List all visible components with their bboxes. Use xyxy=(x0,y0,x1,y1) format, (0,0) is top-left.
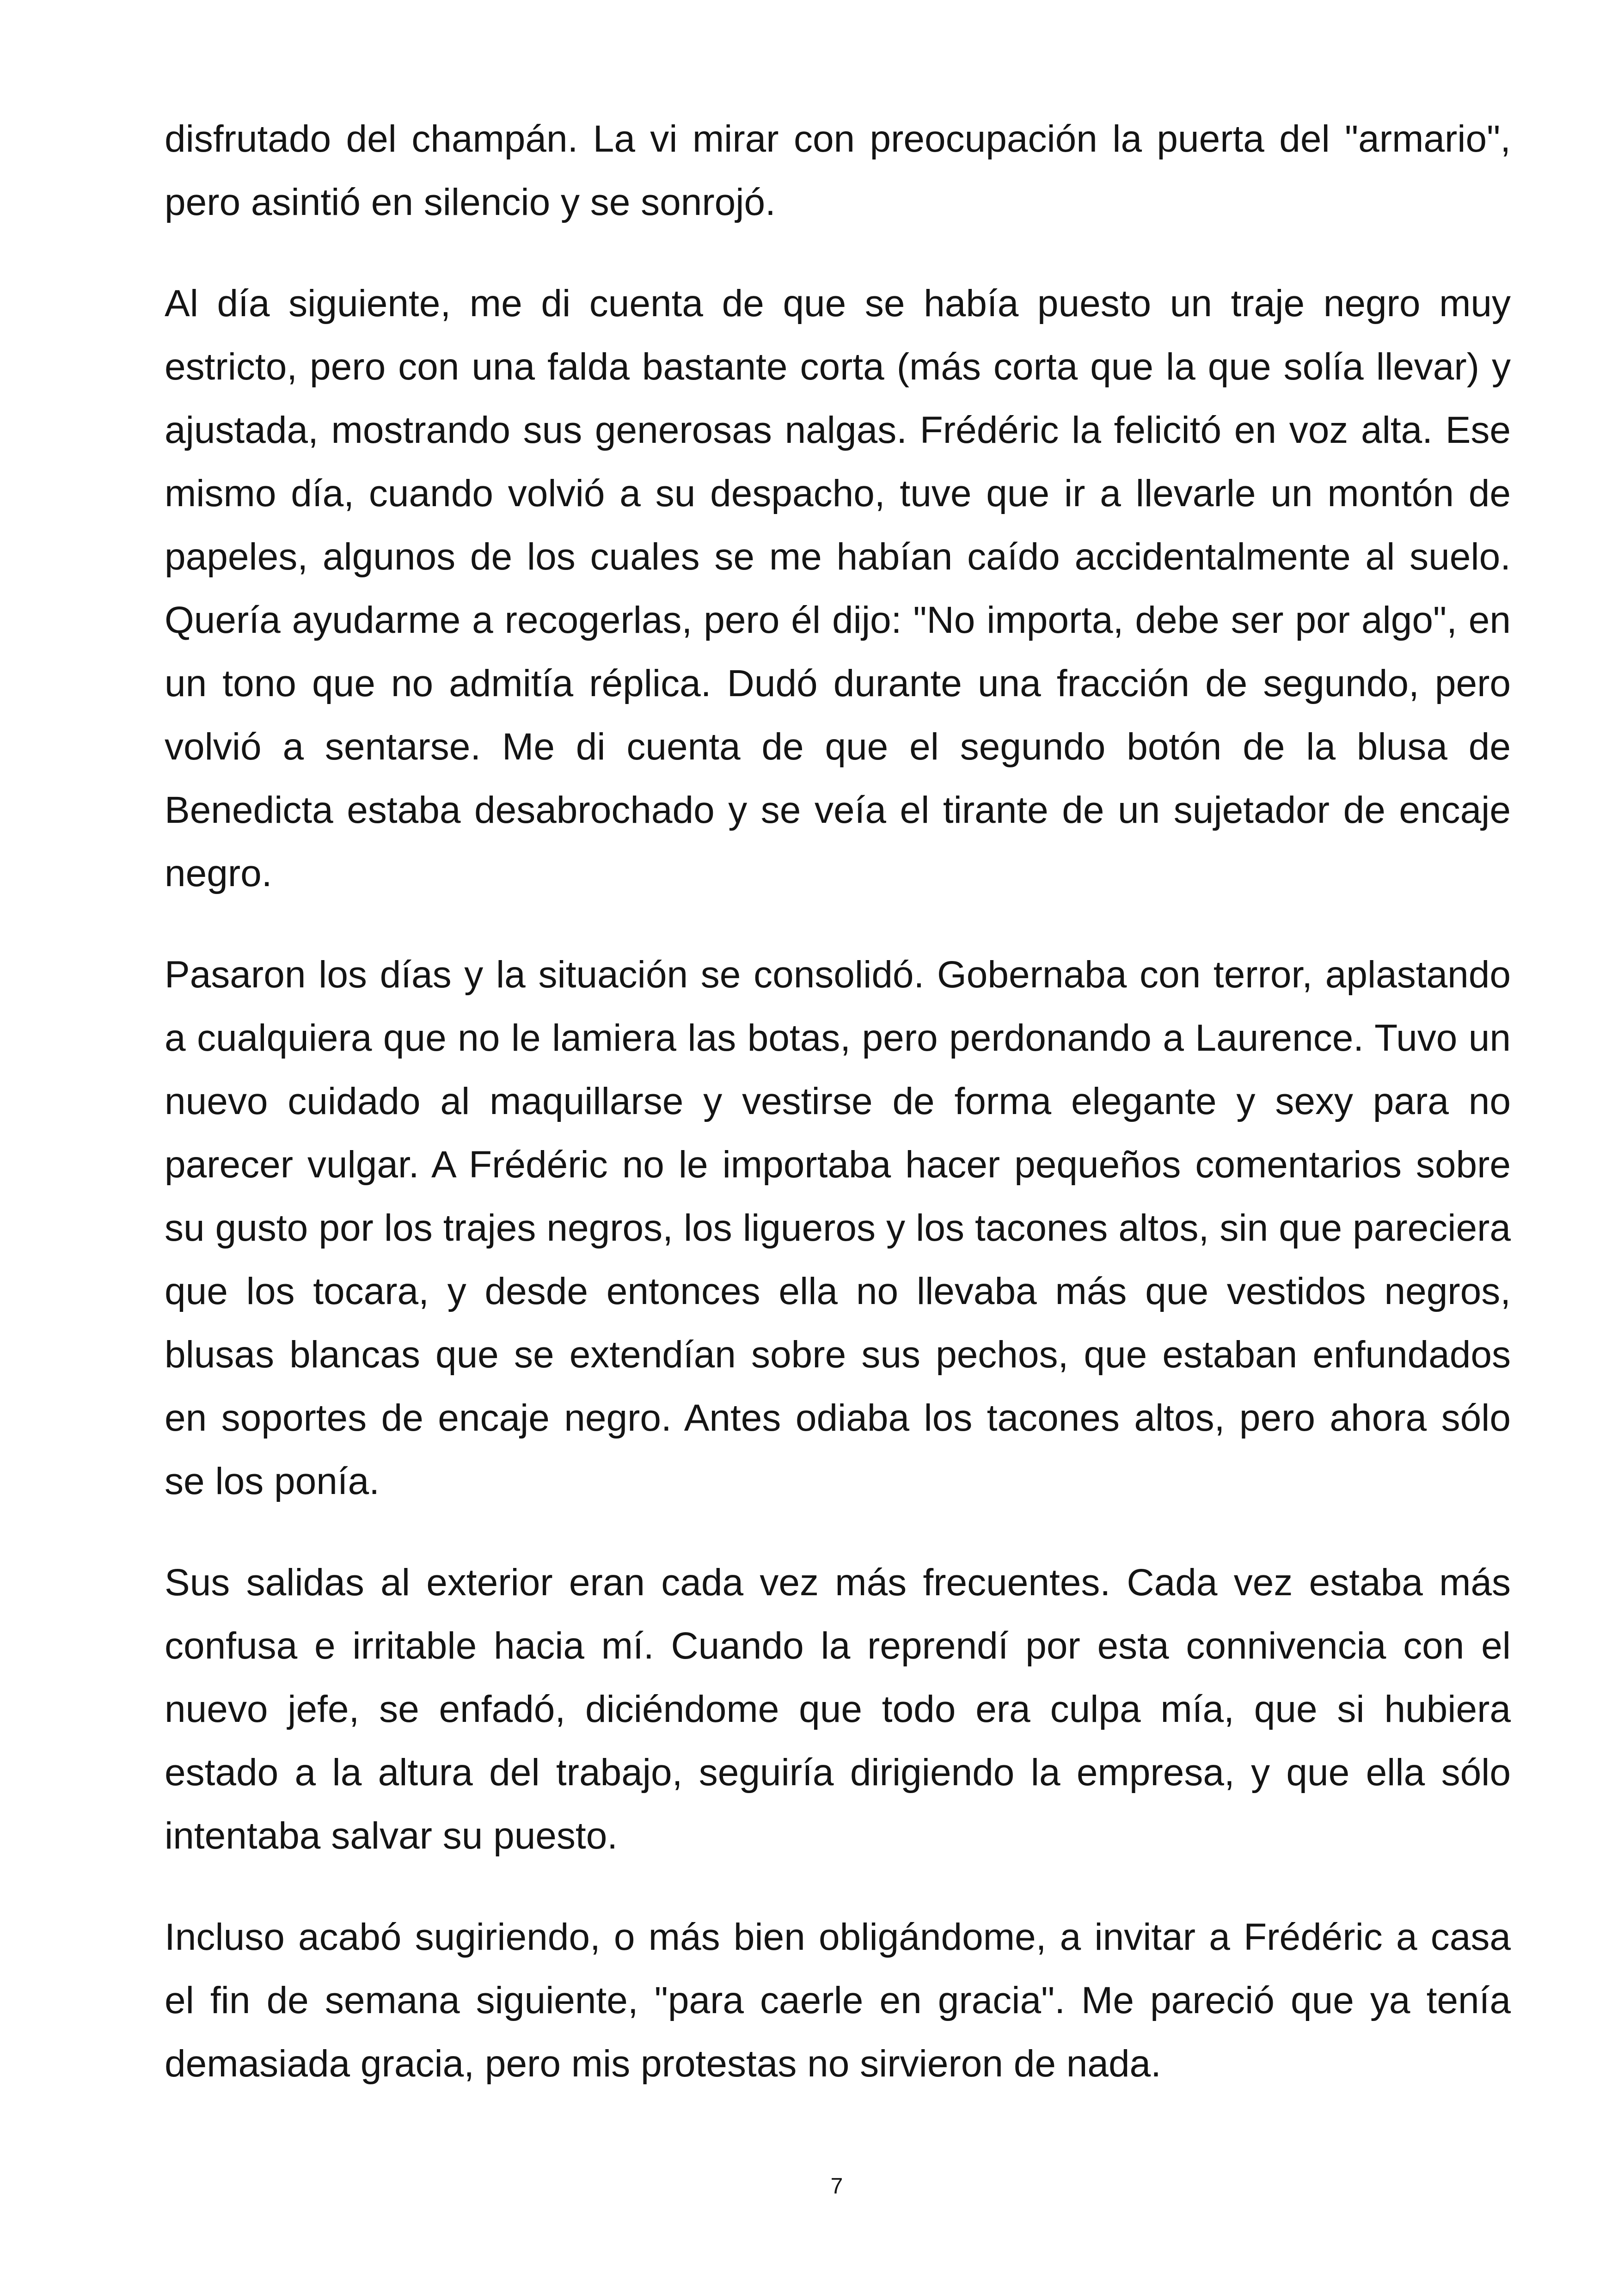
paragraph-2: Al día siguiente, me di cuenta de que se había puesto un traje negro muy estricto, pero con una falda bastante corta (más corta que la que solía llevar) y ajustada, mostrando sus generosas nalgas. Frédéric la felicitó en voz alta. Ese mismo día, cuando volvió a su despacho, tuve que ir a llevarle un montón de papeles, algunos de los cuales se me habían caído accidentalmente al suelo. Quería ayudarme a recogerlas, pero él dijo: "No importa, debe ser por algo", en un tono que no admitía réplica. Dudó durante una fracción de segundo, pero volvió a sentarse. Me di cuenta de que el segundo botón de la blusa de Benedicta estaba desabrochado y se veía el tirante de un sujetador de encaje negro. xyxy=(165,282,1511,894)
page-number: 7 xyxy=(830,2174,843,2198)
paragraph-3: Pasaron los días y la situación se consolidó. Gobernaba con terror, aplastando a cualquiera que no le lamiera las botas, pero perdonando a Laurence. Tuvo un nuevo cuidado al maquillarse y vestirse de forma elegante y sexy para no parecer vulgar. A Frédéric no le importaba hacer pequeños comentarios sobre su gusto por los trajes negros, los ligueros y los tacones altos, sin que pareciera que los tocara, y desde entonces ella no llevaba más que vestidos negros, blusas blancas que se extendían sobre sus pechos, que estaban enfundados en soportes de encaje negro. Antes odiaba los tacones altos, pero ahora sólo se los ponía. xyxy=(165,954,1511,1502)
paragraph-1: disfrutado del champán. La vi mirar con preocupación la puerta del "armario", pero asintió en silencio y se sonrojó. xyxy=(165,118,1511,223)
paragraph-4: Sus salidas al exterior eran cada vez más frecuentes. Cada vez estaba más confusa e irritable hacia mí. Cuando la reprendí por esta connivencia con el nuevo jefe, se enfadó, diciéndome que todo era culpa mía, que si hubiera estado a la altura del trabajo, seguiría dirigiendo la empresa, y que ella sólo intentaba salvar su puesto. xyxy=(165,1561,1511,1857)
body-text xyxy=(165,107,1511,2095)
paragraph-5: Incluso acabó sugiriendo, o más bien obligándome, a invitar a Frédéric a casa el fin de semana siguiente, "para caerle en gracia". Me pareció que ya tenía demasiada gracia, pero mis protestas no sirvieron de nada. xyxy=(165,1916,1511,2085)
